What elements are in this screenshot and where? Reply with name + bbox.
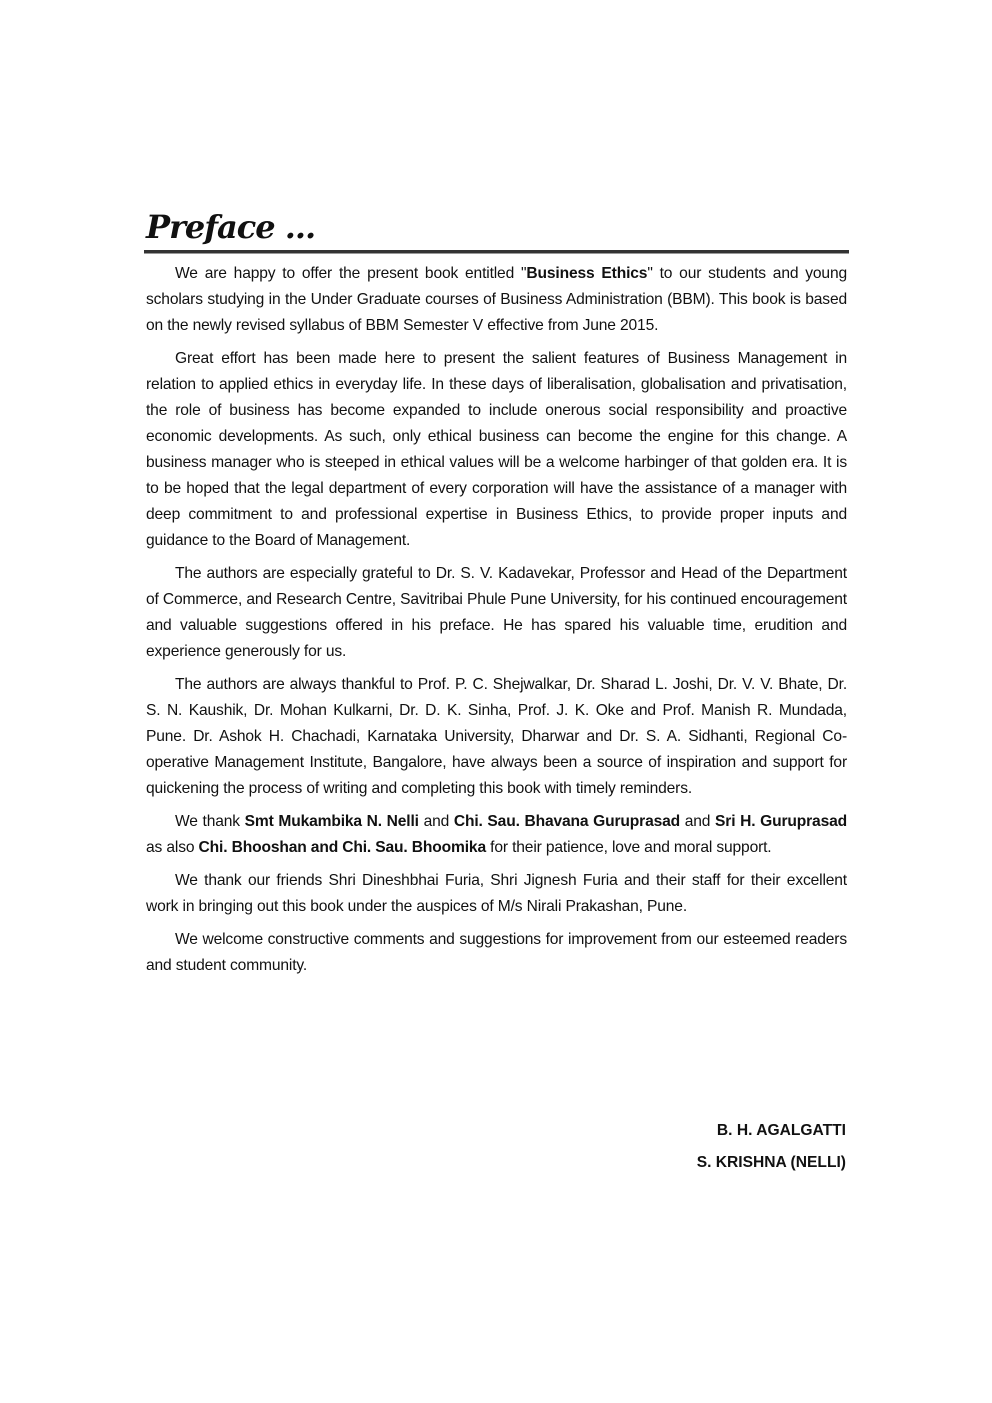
page-title: Preface ... [146, 208, 316, 246]
text-segment: and [418, 813, 454, 830]
author-signature-1: B. H. AGALGATTI [716, 1122, 846, 1139]
text-segment: We welcome constructive comments and suggestions for improvement from our esteemed readers and student community. [146, 931, 847, 974]
text-segment: We thank our friends Shri Dineshbhai Furia, Shri Jignesh Furia and their staff for their excellent work in bringing out this book under the auspices of M/s Nirali Prakashan, Pune. [146, 872, 847, 915]
preface-paragraph [146, 561, 847, 665]
preface-paragraph [146, 672, 847, 802]
preface-body [146, 261, 847, 986]
preface-paragraph [146, 927, 847, 979]
text-segment: and [680, 813, 716, 830]
preface-paragraph [146, 261, 847, 339]
text-segment: for their patience, love and moral support. [485, 839, 772, 856]
bold-text: Business Ethics [526, 265, 648, 282]
text-segment: The authors are especially grateful to Dr. S. V. Kadavekar, Professor and Head of the Department of Commerce, and Research Centre, Savitribai Phule Pune University, for his continued encouragement and valuable suggestions offered in his preface. He has spared his valuable time, erudition and experience generously for us. [146, 565, 847, 660]
text-segment: " to our students and young scholars studying in the Under Graduate courses of Business Administration (BBM). This book is based on the newly revised syllabus of BBM Semester V effective from June 2015. [146, 265, 847, 334]
text-segment: We thank [175, 813, 245, 830]
text-segment: We are happy to offer the present book entitled " [175, 265, 527, 282]
preface-paragraph [146, 346, 847, 554]
author-signature-2: S. KRISHNA (NELLI) [696, 1154, 846, 1171]
bold-text: Sri H. Guruprasad [715, 813, 847, 830]
text-segment: Great effort has been made here to present the salient features of Business Management in relation to applied ethics in everyday life. In these days of liberalisation, globalisation and privatisation, the role of business has become expanded to include onerous social responsibility and proactive economic developments. As such, only ethical business can become the engine for this change. A business manager who is steeped in ethical values will be a welcome harbinger of that golden era. It is to be hoped that the legal department of every corporation will have the assistance of a manager with deep commitment to and professional expertise in Business Ethics, to provide proper inputs and guidance to the Board of Management. [146, 350, 847, 549]
preface-paragraph [146, 868, 847, 920]
preface-paragraph [146, 809, 847, 861]
title-underline [144, 250, 849, 254]
text-segment: as also [146, 839, 199, 856]
signatures [697, 1115, 846, 1179]
text-segment: The authors are always thankful to Prof. P. C. Shejwalkar, Dr. Sharad L. Joshi, Dr. V. V. Bhate, Dr. S. N. Kaushik, Dr. Mohan Kulkarni, Dr. D. K. Sinha, Prof. J. K. Oke and Prof. Manish R. Mundada, Pune. Dr. Ashok H. Chachadi, Karnataka University, Dharwar and Dr. S. A. Sidhanti, Regional Co-operative Management Institute, Bangalore, have always been a source of inspiration and support for quickening the process of writing and completing this book with timely reminders. [146, 676, 847, 797]
bold-text: Smt Mukambika N. Nelli [244, 813, 419, 830]
bold-text: Chi. Sau. Bhavana Guruprasad [453, 813, 681, 830]
bold-text: Chi. Bhooshan and Chi. Sau. Bhoomika [198, 839, 486, 856]
